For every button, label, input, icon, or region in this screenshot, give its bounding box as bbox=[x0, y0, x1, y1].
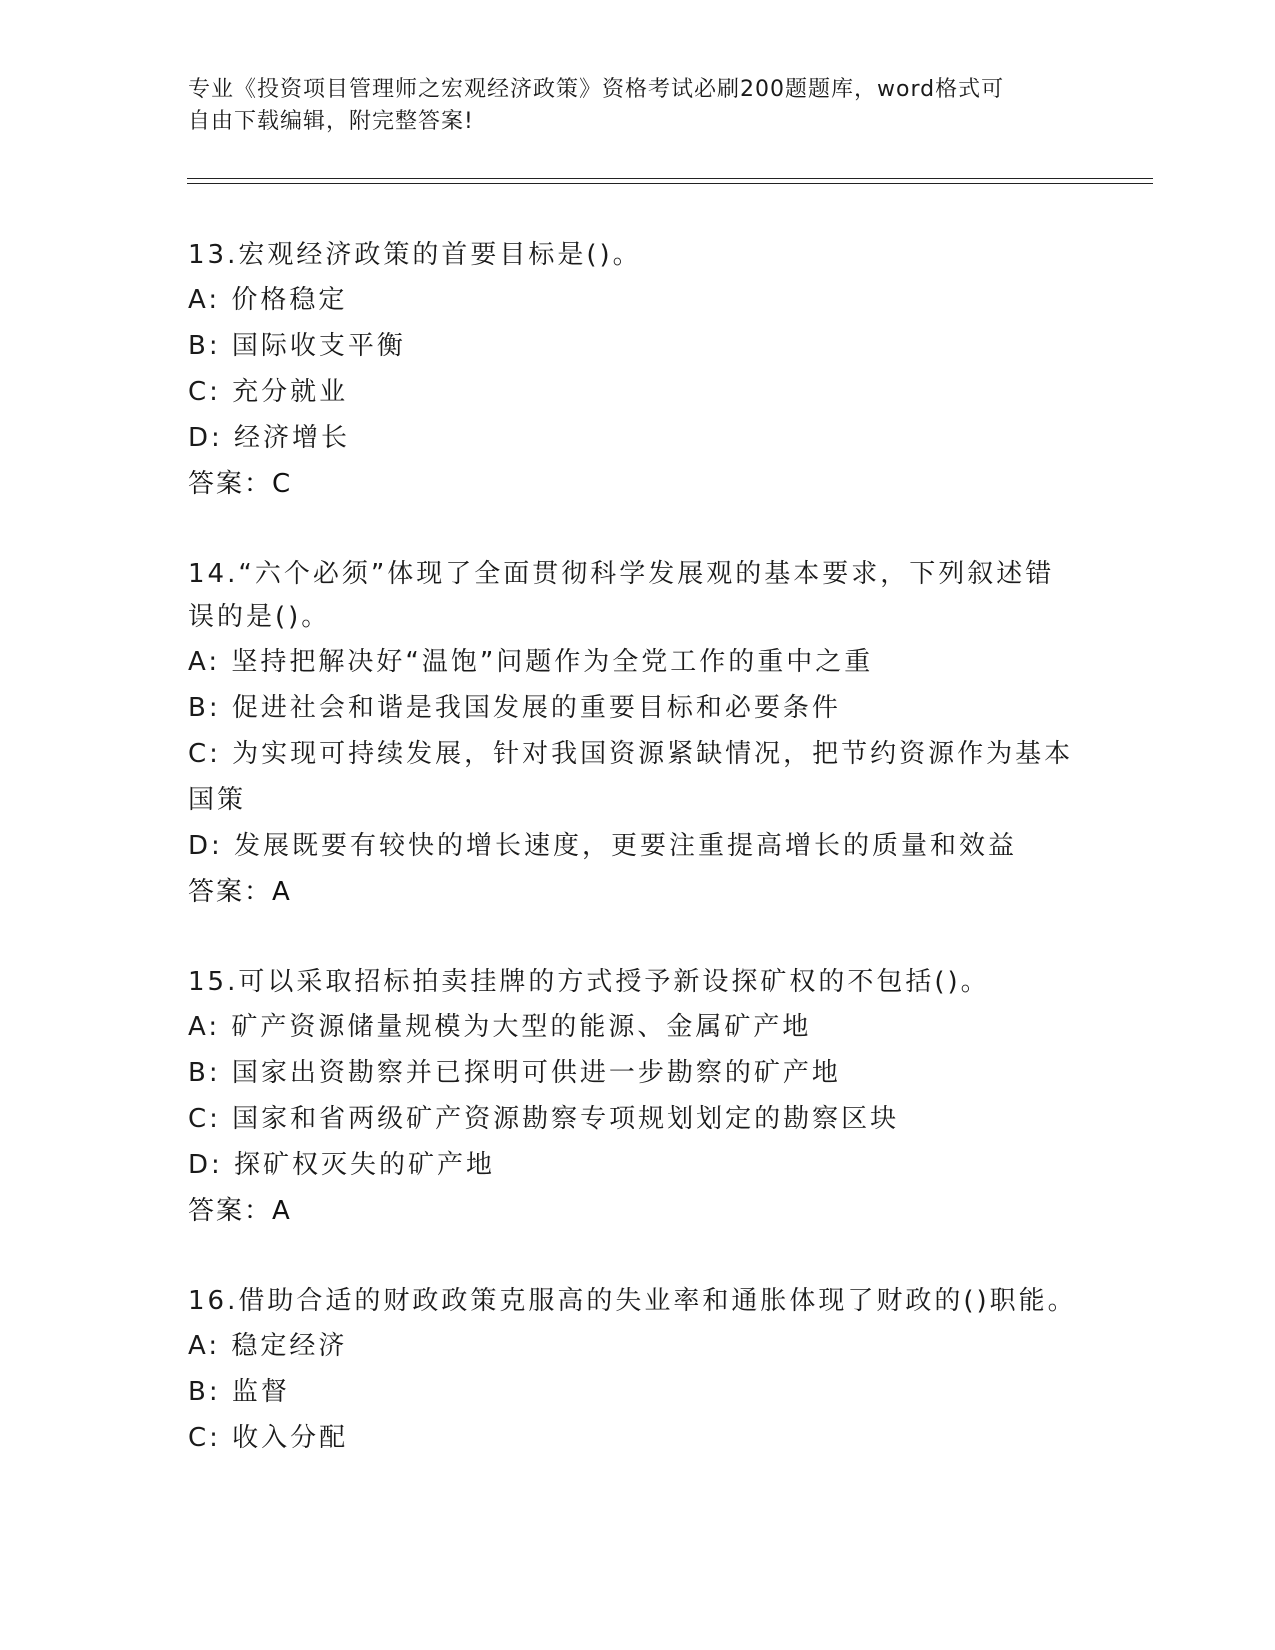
question-15 bbox=[188, 961, 1078, 1234]
option-c: C: 充分就业 bbox=[188, 377, 349, 407]
option-b: B: 监督 bbox=[188, 1377, 290, 1407]
option-c: C: 国家和省两级矿产资源勘察专项规划划定的勘察区块 bbox=[188, 1104, 900, 1134]
question-13 bbox=[188, 234, 1078, 507]
option-b: B: 国家出资勘察并已探明可供进一步勘察的矿产地 bbox=[188, 1058, 841, 1088]
answer: 答案：C bbox=[188, 469, 293, 499]
option-a: A: 价格稳定 bbox=[188, 285, 348, 315]
option-c: C: 收入分配 bbox=[188, 1423, 349, 1453]
option-d: D: 探矿权灭失的矿产地 bbox=[188, 1150, 496, 1180]
document-header bbox=[188, 74, 1068, 138]
option-a: A: 坚持把解决好“温饱”问题作为全党工作的重中之重 bbox=[188, 647, 874, 677]
option-b: B: 促进社会和谐是我国发展的重要目标和必要条件 bbox=[188, 693, 841, 723]
answer: 答案：A bbox=[188, 877, 292, 907]
option-b: B: 国际收支平衡 bbox=[188, 331, 406, 361]
header-line-1: 专业《投资项目管理师之宏观经济政策》资格考试必刷200题题库，word格式可 bbox=[188, 77, 1005, 102]
option-a: A: 矿产资源储量规模为大型的能源、金属矿产地 bbox=[188, 1012, 812, 1042]
header-divider-bottom bbox=[187, 183, 1153, 184]
question-list bbox=[188, 234, 1078, 1507]
header-line-2: 自由下载编辑，附完整答案! bbox=[188, 109, 474, 134]
question-16 bbox=[188, 1280, 1078, 1461]
option-c: C: 为实现可持续发展，针对我国资源紧缺情况，把节约资源作为基本国策 bbox=[188, 739, 1074, 815]
option-d: D: 发展既要有较快的增长速度，更要注重提高增长的质量和效益 bbox=[188, 831, 1018, 861]
question-14 bbox=[188, 553, 1078, 915]
question-stem: 15.可以采取招标拍卖挂牌的方式授予新设探矿权的不包括()。 bbox=[188, 967, 990, 997]
question-stem: 16.借助合适的财政政策克服高的失业率和通胀体现了财政的()职能。 bbox=[188, 1286, 1077, 1316]
header-divider-top bbox=[187, 178, 1153, 179]
question-stem: 13.宏观经济政策的首要目标是()。 bbox=[188, 240, 642, 270]
option-d: D: 经济增长 bbox=[188, 423, 351, 453]
answer: 答案：A bbox=[188, 1196, 292, 1226]
option-a: A: 稳定经济 bbox=[188, 1331, 348, 1361]
question-stem: 14.“六个必须”体现了全面贯彻科学发展观的基本要求，下列叙述错误的是()。 bbox=[188, 559, 1055, 632]
